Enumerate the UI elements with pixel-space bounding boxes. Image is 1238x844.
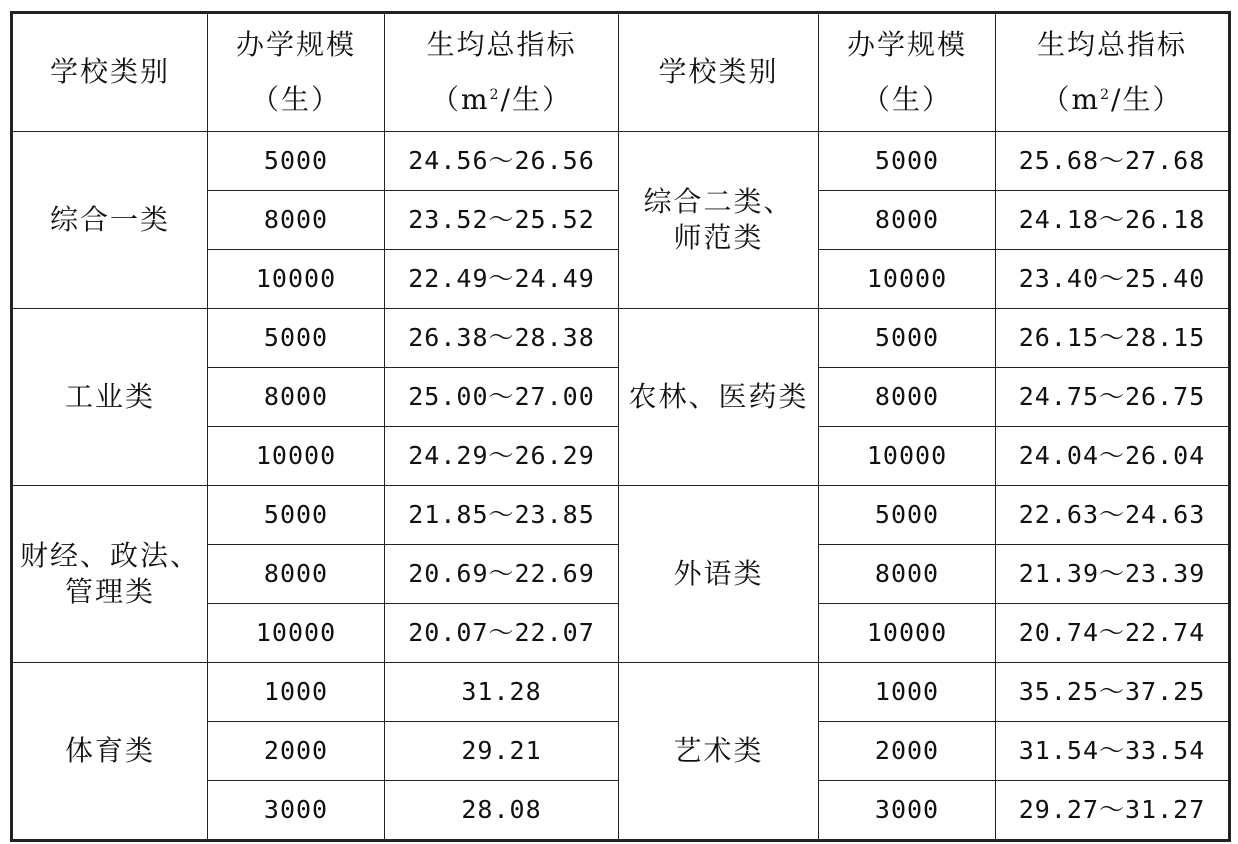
category-label: 综合二类、 (643, 184, 794, 218)
scale-cell: 10000 (208, 604, 385, 663)
scale-cell: 3000 (208, 781, 385, 841)
scale-cell: 10000 (819, 250, 996, 309)
header-row (12, 13, 1230, 132)
indicator-table-container (10, 11, 1231, 842)
table-row (12, 309, 1230, 368)
header-scale-line1: 办学规模 (235, 27, 356, 61)
scale-cell: 1000 (208, 663, 385, 722)
table-row (12, 132, 1230, 191)
scale-cell: 10000 (819, 604, 996, 663)
indicator-table (10, 11, 1231, 842)
header-scale-line2: （生） (861, 82, 952, 116)
category-cell (619, 132, 819, 309)
indicator-value-cell: 22.63～24.63 (996, 486, 1230, 545)
category-label: 农林、医药类 (628, 379, 809, 413)
header-indicator-left (385, 13, 619, 132)
category-label: 管理类 (64, 575, 155, 608)
scale-cell: 5000 (208, 132, 385, 191)
category-label: 外语类 (673, 556, 764, 590)
header-category-right: 学校类别 (619, 13, 819, 132)
indicator-value-cell: 26.38～28.38 (385, 309, 619, 368)
scale-cell: 8000 (819, 545, 996, 604)
unit-m: （m (431, 82, 490, 116)
indicator-value-cell: 28.08 (385, 781, 619, 841)
header-scale-line1: 办学规模 (846, 27, 967, 61)
header-indicator-line2 (996, 73, 1228, 128)
indicator-value-cell: 31.28 (385, 663, 619, 722)
scale-cell: 8000 (208, 545, 385, 604)
indicator-value-cell: 25.00～27.00 (385, 368, 619, 427)
scale-cell: 5000 (208, 309, 385, 368)
indicator-value-cell: 22.49～24.49 (385, 250, 619, 309)
indicator-value-cell: 24.18～26.18 (996, 191, 1230, 250)
category-cell (12, 132, 208, 309)
header-scale-line2: （生） (250, 82, 341, 116)
indicator-value-cell: 31.54～33.54 (996, 722, 1230, 781)
scale-cell: 2000 (819, 722, 996, 781)
header-indicator-line1: 生均总指标 (426, 27, 577, 61)
header-indicator-line1: 生均总指标 (1036, 27, 1187, 61)
indicator-value-cell: 20.07～22.07 (385, 604, 619, 663)
category-cell (12, 486, 208, 663)
scale-cell: 5000 (819, 309, 996, 368)
indicator-value-cell: 29.21 (385, 722, 619, 781)
indicator-value-cell: 35.25～37.25 (996, 663, 1230, 722)
category-label: 财经、政法、 (19, 538, 200, 572)
scale-cell: 2000 (208, 722, 385, 781)
scale-cell: 8000 (208, 191, 385, 250)
table-row (12, 663, 1230, 722)
indicator-value-cell: 23.52～25.52 (385, 191, 619, 250)
scale-cell: 5000 (208, 486, 385, 545)
unit-superscript: 2 (1100, 86, 1112, 103)
table-row (12, 486, 1230, 545)
scale-cell: 8000 (819, 191, 996, 250)
category-cell (12, 309, 208, 486)
category-label: 综合一类 (49, 202, 170, 236)
indicator-value-cell: 24.75～26.75 (996, 368, 1230, 427)
scale-cell: 8000 (208, 368, 385, 427)
indicator-value-cell: 20.69～22.69 (385, 545, 619, 604)
indicator-value-cell: 21.39～23.39 (996, 545, 1230, 604)
indicator-value-cell: 21.85～23.85 (385, 486, 619, 545)
unit-superscript: 2 (489, 86, 501, 103)
category-cell (619, 486, 819, 663)
scale-cell: 5000 (819, 132, 996, 191)
category-label: 体育类 (64, 733, 155, 767)
unit-m: （m (1041, 82, 1101, 116)
indicator-value-cell: 20.74～22.74 (996, 604, 1230, 663)
scale-cell: 3000 (819, 781, 996, 841)
indicator-value-cell: 29.27～31.27 (996, 781, 1230, 841)
unit-per-student: /生） (1111, 82, 1183, 116)
indicator-value-cell: 25.68～27.68 (996, 132, 1230, 191)
category-label: 工业类 (64, 379, 155, 413)
category-label: 艺术类 (673, 733, 764, 767)
header-indicator-right (996, 13, 1230, 132)
scale-cell: 1000 (819, 663, 996, 722)
indicator-value-cell: 24.04～26.04 (996, 427, 1230, 486)
indicator-value-cell: 24.29～26.29 (385, 427, 619, 486)
header-indicator-line2 (385, 73, 618, 128)
header-scale-left (208, 13, 385, 132)
category-cell (619, 663, 819, 841)
category-cell (619, 309, 819, 486)
scale-cell: 10000 (208, 427, 385, 486)
category-cell (12, 663, 208, 841)
indicator-value-cell: 23.40～25.40 (996, 250, 1230, 309)
scale-cell: 5000 (819, 486, 996, 545)
scale-cell: 8000 (819, 368, 996, 427)
indicator-value-cell: 24.56～26.56 (385, 132, 619, 191)
header-category-left: 学校类别 (12, 13, 208, 132)
scale-cell: 10000 (208, 250, 385, 309)
indicator-value-cell: 26.15～28.15 (996, 309, 1230, 368)
unit-per-student: /生） (500, 82, 572, 116)
scale-cell: 10000 (819, 427, 996, 486)
category-label: 师范类 (673, 221, 764, 254)
header-scale-right (819, 13, 996, 132)
